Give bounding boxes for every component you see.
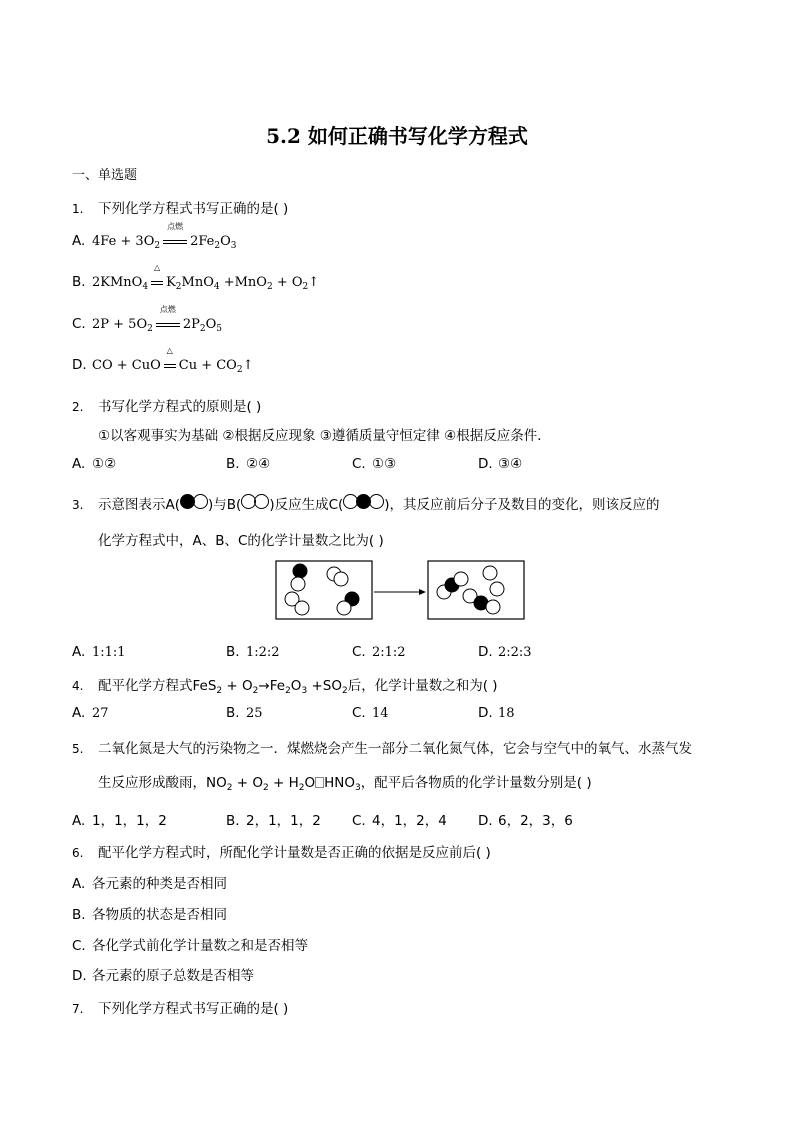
- question-2-principles: ①以客观事实为基础 ②根据反应现象 ③遵循质量守恒定律 ④根据反应条件．: [98, 428, 551, 444]
- reactant-molecules: [285, 564, 359, 615]
- equation: $4Fe + 3O_2$ 点燃 $2Fe_2O_3$: [92, 222, 237, 251]
- question-2-option-a: A. ①②: [72, 456, 117, 472]
- equation: 2KMnO$_4$ △ $K_2MnO_4 +MnO_2$ + $O_2↑$: [92, 263, 320, 292]
- question-5-option-b: B. 2，1，1，2: [226, 813, 321, 829]
- blank-box-icon: [315, 777, 324, 788]
- question-1-stem: 1. 下列化学方程式书写正确的是( ): [72, 201, 289, 217]
- question-2-stem: 2. 书写化学方程式的原则是( ): [72, 399, 262, 415]
- question-6-option-d: D. 各元素的原子总数是否相等: [72, 968, 254, 984]
- question-3-option-a: A. 1:1:1: [72, 644, 126, 660]
- question-7-stem: 7. 下列化学方程式书写正确的是( ): [72, 1001, 289, 1017]
- reaction-condition: 点燃: [163, 234, 187, 249]
- question-4-option-c: C. 14: [352, 705, 389, 721]
- product-molecules: [437, 566, 504, 614]
- reaction-condition: 点燃: [156, 317, 180, 332]
- arrow-head-icon: [419, 589, 426, 595]
- section-heading: 一、单选题: [72, 168, 138, 183]
- question-1-option-b: B. 2KMnO$_4$ △ $K_2MnO_4 +MnO_2$ + $O_2↑$: [72, 263, 320, 292]
- question-3-option-c: C. 2:1:2: [352, 644, 406, 660]
- equation: CO + CuO △ $Cu + CO_2↑$: [92, 346, 254, 375]
- question-1-option-d: D. CO + CuO △ $Cu + CO_2↑$: [72, 346, 254, 375]
- question-5-option-d: D. 6，2，3，6: [478, 813, 573, 829]
- question-2-option-c: C. ①③: [352, 456, 397, 472]
- molecule-c-icon: [343, 494, 384, 509]
- question-4-option-d: D. 18: [478, 705, 515, 721]
- question-4-option-b: B. 25: [226, 705, 263, 721]
- question-3-stem: 3. 示意图表示A( )与B( )反应生成C( )，其反应前后分子及数目的变化，则该反应的: [72, 493, 660, 513]
- reaction-condition: △: [151, 275, 163, 290]
- before-box: [276, 561, 372, 619]
- question-5-option-c: C. 4，1，2，4: [352, 813, 447, 829]
- question-1-option-c: C. $2P + 5O_2$ 点燃 $2P_2O_5$: [72, 305, 223, 334]
- question-5-option-a: A. 1，1，1，2: [72, 813, 167, 829]
- question-3-option-b: B. 1:2:2: [226, 644, 280, 660]
- question-4-stem: 4. 配平化学方程式$FeS_2 + O_2\to Fe_2O_3 +SO_2$后，化学计量数之和为( ): [72, 678, 498, 696]
- question-2-option-d: D. ③④: [478, 456, 523, 472]
- question-3-option-d: D. 2:2:3: [478, 644, 532, 660]
- question-1-option-a: A. $4Fe + 3O_2$ 点燃 $2Fe_2O_3$: [72, 222, 237, 251]
- reaction-diagram: [274, 559, 528, 621]
- question-6-option-a: A. 各元素的种类是否相同: [72, 876, 227, 892]
- molecule-a-icon: [180, 494, 208, 509]
- question-2-option-b: B. ②④: [226, 456, 271, 472]
- question-6-stem: 6. 配平化学方程式时，所配化学计量数是否正确的依据是反应前后( ): [72, 845, 491, 861]
- question-4-option-a: A. 27: [72, 705, 109, 721]
- reaction-condition: △: [164, 358, 176, 373]
- question-5-stem-line2: 生反应形成酸雨，$NO_2 + O_2 + H_2O$ $HNO_3$，配平后各物质的化学计量数分别是( ): [98, 775, 592, 793]
- question-3-stem-line2: 化学方程式中，A、B、C的化学计量数之比为( ): [98, 533, 384, 549]
- molecule-b-icon: [241, 494, 269, 509]
- question-6-option-b: B. 各物质的状态是否相同: [72, 907, 227, 923]
- equation: $2P + 5O_2$ 点燃 $2P_2O_5$: [92, 305, 223, 334]
- question-6-option-c: C. 各化学式前化学计量数之和是否相等: [72, 938, 308, 954]
- question-5-stem: 5. 二氧化氮是大气的污染物之一．煤燃烧会产生一部分二氧化氮气体，它会与空气中的氧气、水蒸气发: [72, 741, 692, 757]
- page-title: 5.2 如何正确书写化学方程式: [266, 124, 528, 148]
